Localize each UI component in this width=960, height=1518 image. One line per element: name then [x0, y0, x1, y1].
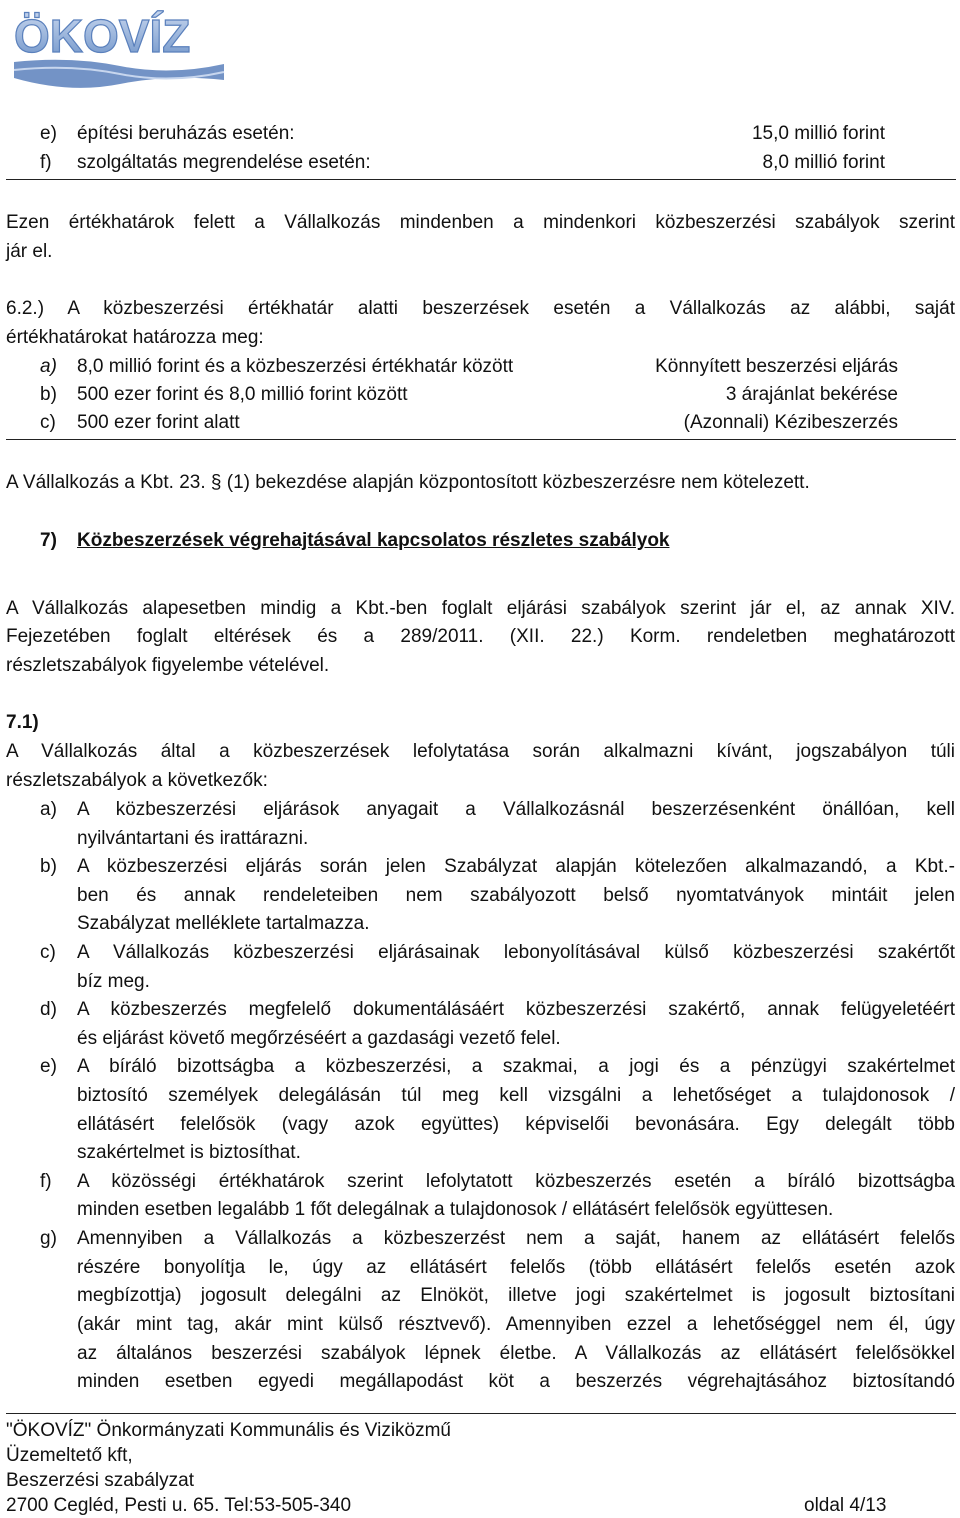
kbt-statement: A Vállalkozás a Kbt. 23. § (1) bekezdése alapján központosított közbeszerzésre nem kötelezett. — [6, 472, 810, 493]
section-7-1-number: 7.1) — [6, 712, 39, 733]
list-item-line: A Vállalkozás közbeszerzési eljárásainak lebonyolításával külső közbeszerzési szakértőt — [77, 942, 955, 963]
footer-address: 2700 Cegléd, Pesti u. 65. Tel:53-505-340 — [6, 1495, 352, 1516]
list-item-line: ben és annak rendeleteiben nem szabályozott belső nyomtatványok mintáit jelen — [77, 885, 955, 906]
list-item-label: g) — [40, 1228, 57, 1249]
top-item-f-text: szolgáltatás megrendelése esetén: — [77, 152, 371, 173]
paragraph-line: Ezen értékhatárok felett a Vállalkozás mindenben a mindenkori közbeszerzési szabályok szerint — [6, 212, 955, 233]
list-item-label: c) — [40, 942, 56, 963]
threshold-row-label: a) — [40, 356, 57, 377]
paragraph-line: Fejezetében foglalt eltérések és a 289/2011. (XII. 22.) Korm. rendeletben meghatározott — [6, 626, 955, 647]
okoviz-logo — [10, 4, 230, 96]
list-item-line: A közbeszerzési eljárások anyagait a Vállalkozásnál beszerzésenként önállóan, kell — [77, 799, 955, 820]
list-item-label: d) — [40, 999, 57, 1020]
threshold-row-label: c) — [40, 412, 56, 433]
threshold-row-value: (Azonnali) Kézibeszerzés — [683, 412, 898, 433]
list-item-line: szakértelmet is biztosíthat. — [77, 1142, 301, 1163]
footer-company-line: "ÖKOVÍZ" Önkormányzati Kommunális és Viziközmű — [6, 1420, 451, 1441]
list-item-line: az általános beszerzési szabályok lépnek életbe. A Vállalkozás az ellátásért felelősökkel — [77, 1343, 955, 1364]
list-item-line: biztosító személyek delegálásán túl meg kell vizsgálni a lehetőséget a tulajdonosok / — [77, 1085, 955, 1106]
list-item-line: A közösségi értékhatárok szerint lefolytatott közbeszerzés esetén a bíráló bizottságba — [77, 1171, 955, 1192]
list-item-line: ellátásért felelősök (vagy azok együttes) képviselői bevonására. Egy delegált több — [77, 1114, 955, 1135]
list-item-line: A bíráló bizottságba a közbeszerzési, a szakmai, a jogi és a pénzügyi szakértelmet — [77, 1056, 955, 1077]
page-number: oldal 4/13 — [804, 1495, 887, 1516]
top-item-f-value: 8,0 millió forint — [762, 152, 885, 173]
threshold-row-text: 500 ezer forint alatt — [77, 412, 240, 433]
footer-company-line: Üzemeltető kft, — [6, 1445, 133, 1466]
list-item-label: b) — [40, 856, 57, 877]
list-item-line: és eljárást követő megőrzéséért a gazdasági vezető felel. — [77, 1028, 561, 1049]
list-item-line: A közbeszerzés megfelelő dokumentálásáért közbeszerzési szakértő, annak felügyeletéért — [77, 999, 955, 1020]
divider — [6, 179, 956, 180]
top-item-e-label: e) — [40, 123, 57, 144]
footer-document-title: Beszerzési szabályzat — [6, 1470, 194, 1491]
paragraph-line: A Vállalkozás által a közbeszerzések lefolytatása során alkalmazni kívánt, jogszabályon túli — [6, 741, 955, 762]
paragraph-line: részletszabályok figyelembe vételével. — [6, 655, 330, 676]
threshold-row-text: 8,0 millió forint és a közbeszerzési értékhatár között — [77, 356, 514, 377]
logo-text: ÖKOVÍZ — [14, 10, 191, 62]
threshold-row-value: 3 árajánlat bekérése — [725, 384, 898, 405]
list-item-line: nyilvántartani és irattárazni. — [77, 828, 309, 849]
threshold-row-value: Könnyített beszerzési eljárás — [655, 356, 898, 377]
list-item-line: A közbeszerzési eljárás során jelen Szabályzat alapján kötelezően alkalmazandó, a Kbt.- — [77, 856, 955, 877]
section-7-number: 7) — [40, 530, 57, 551]
threshold-row-text: 500 ezer forint és 8,0 millió forint között — [77, 384, 408, 405]
list-item-label: f) — [40, 1171, 52, 1192]
top-item-e-value: 15,0 millió forint — [751, 123, 885, 144]
paragraph-line: jár el. — [6, 241, 53, 262]
list-item-line: Szabályzat melléklete tartalmazza. — [77, 913, 370, 934]
list-item-line: (akár mint tag, akár mint külső résztvevő). Amennyiben ezzel a lehetőséggel nem él, úgy — [77, 1314, 955, 1335]
list-item-line: minden esetben egyedi megállapodást köt a beszerzés végrehajtásához biztosítandó — [77, 1371, 955, 1392]
threshold-row-label: b) — [40, 384, 57, 405]
list-item-label: a) — [40, 799, 57, 820]
section-6-2-line: 6.2.) A közbeszerzési értékhatár alatti beszerzések esetén a Vállalkozás az alábbi, saját — [6, 298, 955, 319]
top-item-f-label: f) — [40, 152, 52, 173]
list-item-line: részére bonyolítja le, úgy az ellátásért felelős (több ellátásért felelős esetén azok — [77, 1257, 955, 1278]
section-6-2-line: értékhatárokat határozza meg: — [6, 327, 264, 348]
top-item-e-text: építési beruházás esetén: — [77, 123, 295, 144]
divider — [6, 439, 956, 440]
footer-divider — [6, 1413, 956, 1414]
section-7-title: Közbeszerzések végrehajtásával kapcsolatos részletes szabályok — [77, 530, 670, 551]
list-item-label: e) — [40, 1056, 57, 1077]
paragraph-line: részletszabályok a következők: — [6, 770, 268, 791]
list-item-line: bíz meg. — [77, 971, 150, 992]
list-item-line: Amennyiben a Vállalkozás a közbeszerzést nem a saját, hanem az ellátásért felelős — [77, 1228, 955, 1249]
list-item-line: megbízottja) jogosult delegálni az Elnököt, illetve jogi szakértelmet is jogosult biztosítani — [77, 1285, 955, 1306]
list-item-line: minden esetben legalább 1 főt delegálnak a tulajdonosok / ellátásért felelősök együttesen. — [77, 1199, 834, 1220]
paragraph-line: A Vállalkozás alapesetben mindig a Kbt.-ben foglalt eljárási szabályok szerint jár el, az annak XIV. — [6, 598, 955, 619]
